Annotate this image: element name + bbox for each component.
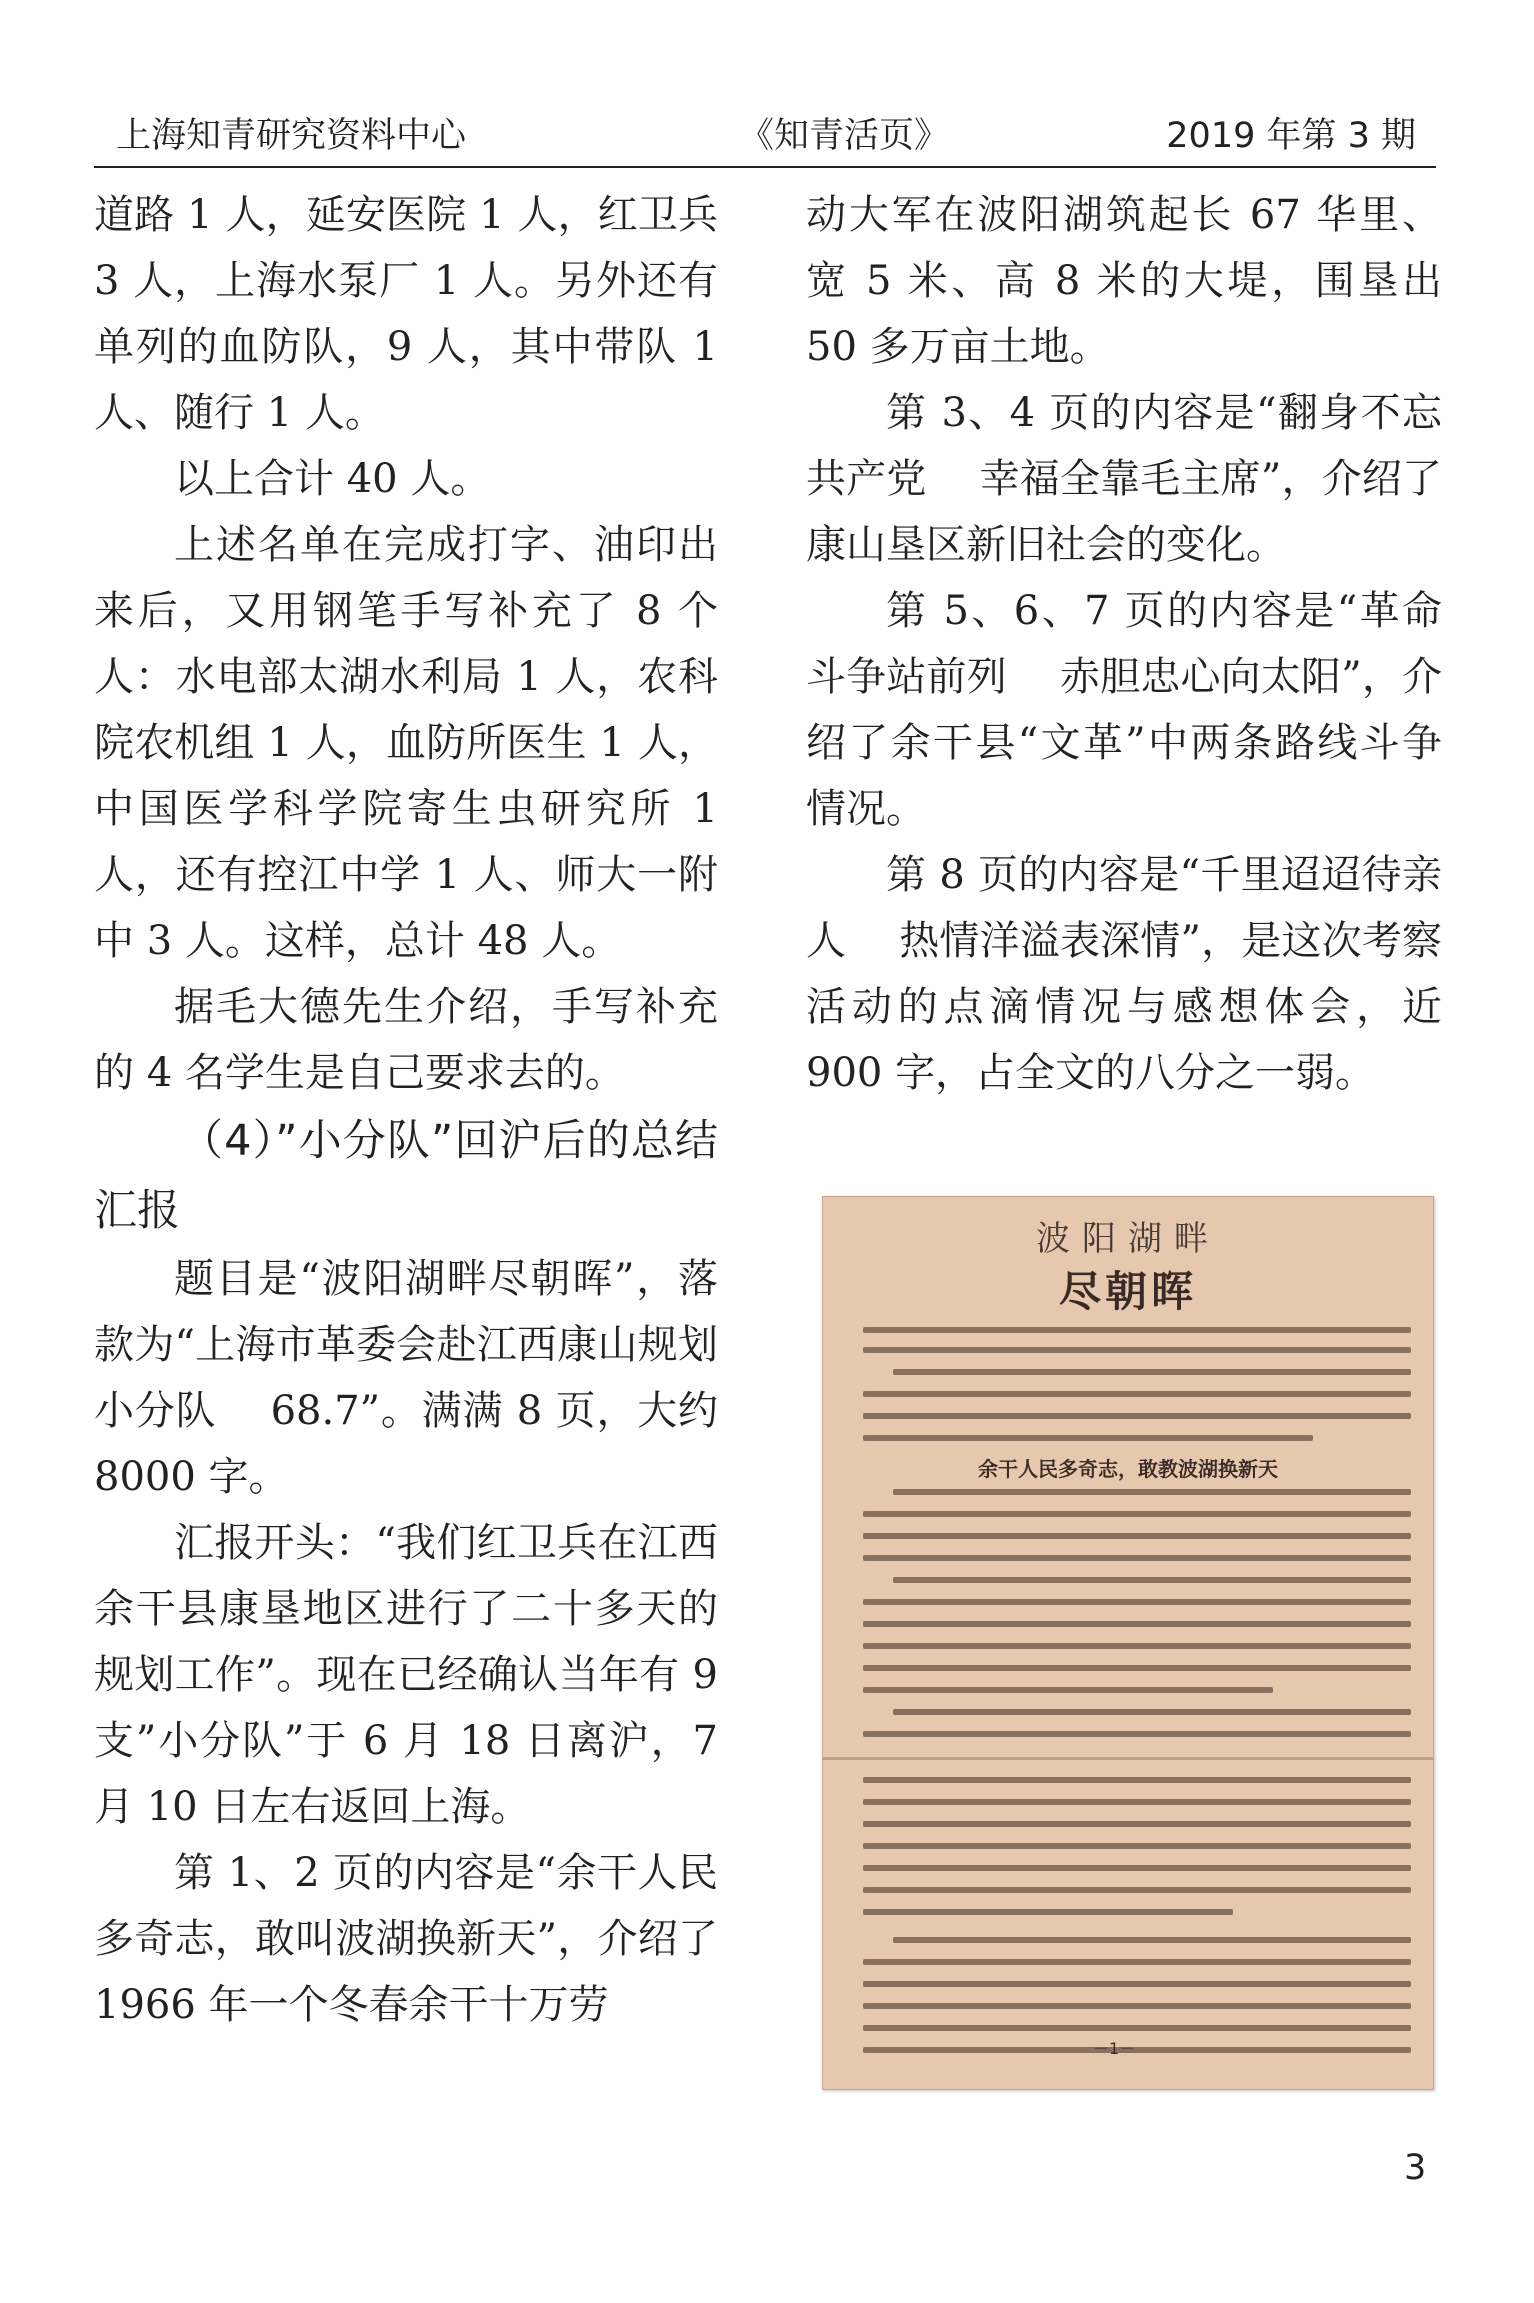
photo-text-line bbox=[863, 1909, 1233, 1915]
photo-text-line bbox=[863, 1887, 1411, 1893]
photo-section-heading: 余干人民多奇志，敢教波湖换新天 bbox=[978, 1457, 1278, 1481]
photo-text-line bbox=[893, 1489, 1411, 1495]
header-issue: 2019 年第 3 期 bbox=[1166, 116, 1416, 156]
left-column bbox=[94, 182, 718, 2038]
right-column bbox=[806, 182, 1442, 1106]
section-heading: （4）”小分队”回沪后的总结汇报 bbox=[94, 1116, 718, 1236]
photo-text-line bbox=[863, 1391, 1411, 1397]
photo-text-line bbox=[863, 1731, 1411, 1737]
photo-text-line bbox=[863, 1327, 1411, 1333]
paragraph: 上述名单在完成打字、油印出来后，又用钢笔手写补充了 8 个人：水电部太湖水利局 1 人，农科院农机组 1 人，血防所医生 1 人，中国医学科学院寄生虫研究所 1 人，还有控江中学 1 人、师大一附中 3 人。这样，总计 48 人。 bbox=[94, 522, 718, 964]
paragraph: 以上合计 40 人。 bbox=[174, 456, 491, 502]
photo-text-line bbox=[863, 1643, 1411, 1649]
header-publisher: 上海知青研究资料中心 bbox=[116, 116, 467, 156]
paragraph: 题目是“波阳湖畔尽朝晖”，落款为“上海市革委会赴江西康山规划小分队 68.7”。满满 8 页，大约 8000 字。 bbox=[94, 1256, 718, 1500]
photo-text-line bbox=[863, 2003, 1411, 2009]
photo-text-line bbox=[863, 1777, 1411, 1783]
photo-page-mark: －1－ bbox=[1093, 2039, 1136, 2058]
photo-text-line bbox=[863, 1599, 1411, 1605]
page-number: 3 bbox=[1404, 2148, 1427, 2188]
photo-text-line bbox=[863, 1555, 1411, 1561]
paragraph: 动大军在波阳湖筑起长 67 华里、宽 5 米、高 8 米的大堤，围垦出 50 多万亩土地。 bbox=[806, 192, 1442, 370]
photo-text-line bbox=[863, 1511, 1411, 1517]
paragraph: 第 3、4 页的内容是“翻身不忘共产党 幸福全靠毛主席”，介绍了康山垦区新旧社会的变化。 bbox=[806, 390, 1442, 568]
paragraph: 汇报开头：“我们红卫兵在江西余干县康垦地区进行了二十多天的规划工作”。现在已经确认当年有 9 支”小分队”于 6 月 18 日离沪，7 月 10 日左右返回上海。 bbox=[94, 1520, 718, 1830]
photo-text-line bbox=[863, 1413, 1411, 1419]
photo-text-line bbox=[893, 1369, 1411, 1375]
header-publication: 《知青活页》 bbox=[739, 116, 950, 156]
paragraph: 第 5、6、7 页的内容是“革命斗争站前列 赤胆忠心向太阳”，介绍了余干县“文革”中两条路线斗争情况。 bbox=[806, 588, 1442, 832]
photo-text-line bbox=[863, 1821, 1411, 1827]
photo-text-line bbox=[863, 1799, 1411, 1805]
photo-text-line bbox=[863, 1533, 1411, 1539]
photo-text-line bbox=[893, 1937, 1411, 1943]
photo-text-line bbox=[863, 2047, 1411, 2053]
photo-text-line bbox=[863, 1621, 1411, 1627]
paragraph: 第 1、2 页的内容是“余干人民多奇志，敢叫波湖换新天”，介绍了 1966 年一个冬春余干十万劳 bbox=[94, 1850, 718, 2028]
paragraph: 第 8 页的内容是“千里迢迢待亲人 热情洋溢表深情”，是这次考察活动的点滴情况与感想体会，近 900 字，占全文的八分之一弱。 bbox=[806, 852, 1442, 1096]
photo-title: 波阳湖畔 bbox=[1036, 1219, 1220, 1259]
photo-text-line bbox=[863, 1435, 1313, 1441]
header-divider bbox=[94, 166, 1436, 168]
photo-text-line bbox=[893, 1709, 1411, 1715]
photo-text-line bbox=[893, 1577, 1411, 1583]
paragraph: 道路 1 人，延安医院 1 人，红卫兵 3 人，上海水泵厂 1 人。另外还有单列的血防队，9 人，其中带队 1 人、随行 1 人。 bbox=[94, 192, 718, 436]
photo-fold-crease bbox=[823, 1757, 1433, 1760]
photo-text-line bbox=[863, 1981, 1411, 1987]
photo-text-line bbox=[863, 1959, 1411, 1965]
document-photo bbox=[822, 1196, 1434, 2090]
photo-text-line bbox=[863, 2025, 1411, 2031]
photo-text-line bbox=[863, 1865, 1411, 1871]
paragraph: 据毛大德先生介绍，手写补充的 4 名学生是自己要求去的。 bbox=[94, 984, 718, 1096]
photo-text-line bbox=[863, 1665, 1411, 1671]
photo-subtitle: 尽朝晖 bbox=[1058, 1267, 1197, 1316]
photo-text-line bbox=[863, 1347, 1411, 1353]
photo-text-line bbox=[863, 1843, 1411, 1849]
photo-text-line bbox=[863, 1687, 1273, 1693]
running-header bbox=[116, 108, 1436, 158]
